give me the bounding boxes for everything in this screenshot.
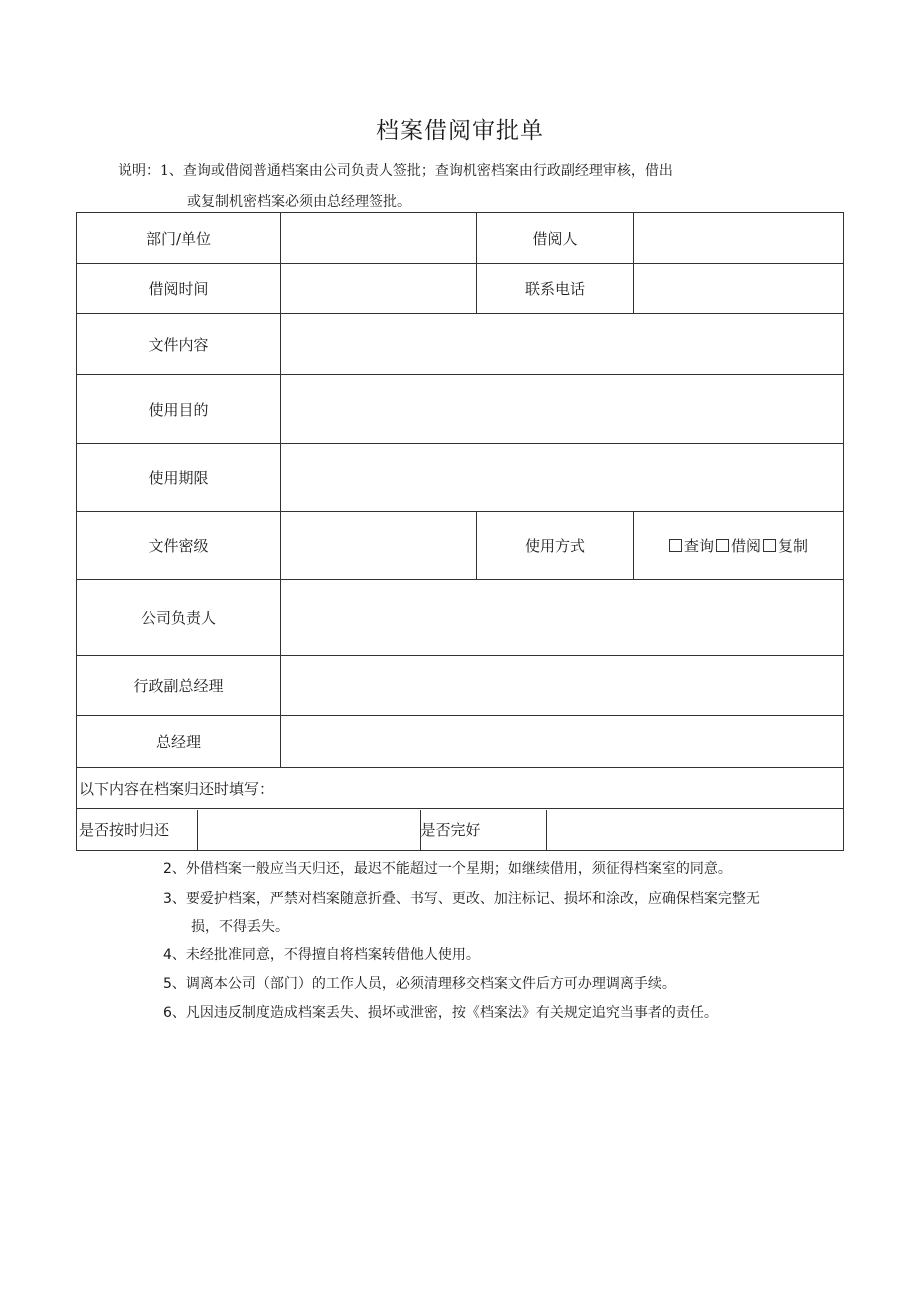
file-content-field[interactable]: [281, 314, 844, 375]
usage-options: [634, 512, 844, 580]
borrow-time-field[interactable]: [281, 264, 477, 314]
approval-form-table: [76, 212, 844, 851]
copy-checkbox[interactable]: [763, 539, 776, 552]
dept-label: 部门/单位: [77, 213, 281, 264]
vice-gm-field[interactable]: [281, 656, 844, 716]
company-head-label: 公司负责人: [77, 580, 281, 656]
rule-item: 2、外借档案一般应当天归还，最迟不能超过一个星期；如继续借用，须征得档案室的同意。: [163, 861, 732, 877]
purpose-field[interactable]: [281, 375, 844, 444]
rule-item: 5、调离本公司（部门）的工作人员，必须清理移交档案文件后方可办理调离手续。: [163, 976, 676, 992]
phone-label: 联系电话: [477, 264, 634, 314]
phone-field[interactable]: [634, 264, 844, 314]
period-field[interactable]: [281, 444, 844, 512]
dept-field[interactable]: [281, 213, 477, 264]
intact-field[interactable]: [546, 810, 844, 850]
rule-item: 4、未经批准同意，不得擅自将档案转借他人使用。: [163, 947, 480, 963]
gm-label: 总经理: [77, 716, 281, 768]
secrecy-field[interactable]: [281, 512, 477, 580]
borrow-checkbox[interactable]: [716, 539, 729, 552]
instruction-line-2: 或复制机密档案必须由总经理签批。: [187, 194, 411, 210]
period-label: 使用期限: [77, 444, 281, 512]
intact-label: 是否完好: [420, 810, 546, 850]
gm-field[interactable]: [281, 716, 844, 768]
company-head-field[interactable]: [281, 580, 844, 656]
ontime-label: 是否按时归还: [79, 821, 170, 839]
query-checkbox[interactable]: [669, 539, 682, 552]
rule-item: 6、凡因违反制度造成档案丢失、损坏或泄密，按《档案法》有关规定追究当事者的责任。: [163, 1005, 718, 1021]
return-section-label: 以下内容在档案归还时填写：: [77, 768, 844, 809]
borrow-option-label: 借阅: [730, 537, 761, 555]
ontime-field[interactable]: [197, 810, 420, 850]
borrower-field[interactable]: [634, 213, 844, 264]
file-content-label: 文件内容: [77, 314, 281, 375]
usage-label: 使用方式: [477, 512, 634, 580]
query-option-label: 查询: [683, 537, 714, 555]
rule-item: 3、要爱护档案，严禁对档案随意折叠、书写、更改、加注标记、损坏和涂改，应确保档案完整无: [163, 891, 760, 907]
secrecy-label: 文件密级: [77, 512, 281, 580]
rule-item-continuation: 损，不得丢失。: [191, 919, 289, 935]
purpose-label: 使用目的: [77, 375, 281, 444]
copy-option-label: 复制: [778, 537, 809, 555]
instruction-line-1: 说明：1、查询或借阅普通档案由公司负责人签批；查询机密档案由行政副经理审核，借出: [118, 163, 673, 179]
return-row: [77, 809, 844, 851]
borrower-label: 借阅人: [477, 213, 634, 264]
vice-gm-label: 行政副总经理: [77, 656, 281, 716]
borrow-time-label: 借阅时间: [77, 264, 281, 314]
page-title: 档案借阅审批单: [376, 118, 544, 144]
